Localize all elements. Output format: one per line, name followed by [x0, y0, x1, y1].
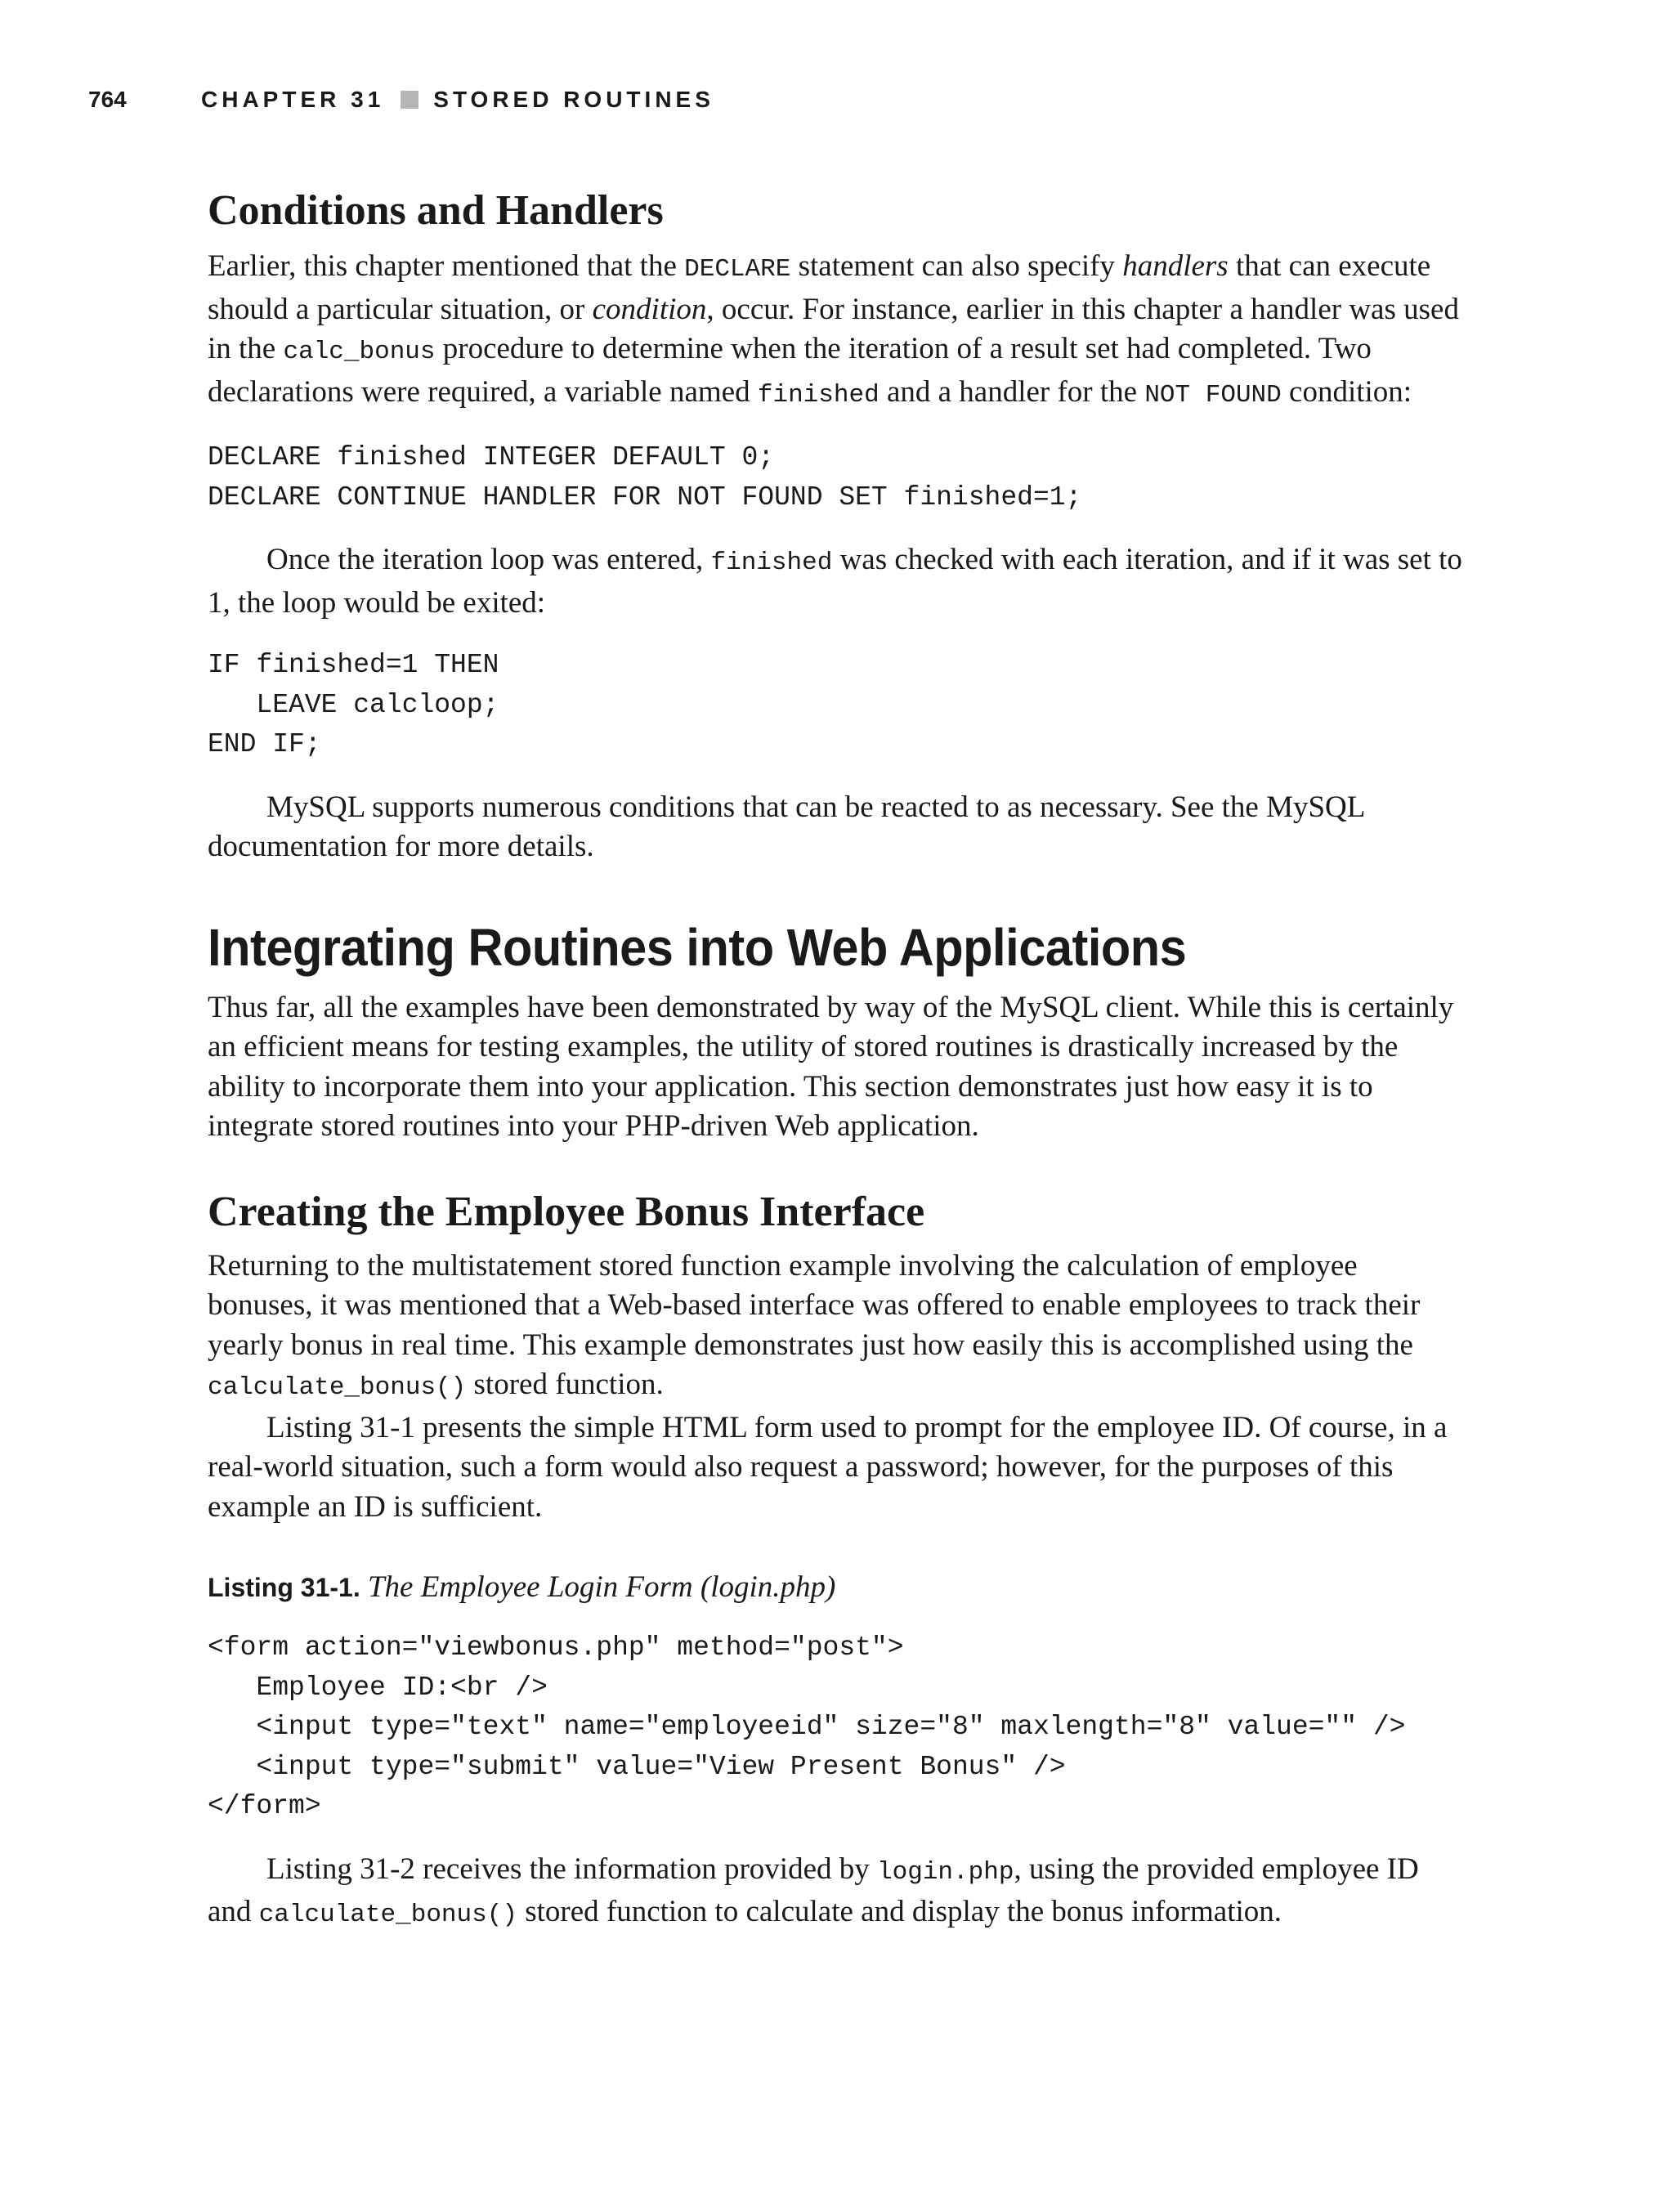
code-block-login-form: <form action="viewbonus.php" method="post"> Employee ID:<br /> <input type="text" name="employeeid" size="8" maxlength="8" value="" /> <input type="submit" value="View Present Bonus" /> </form> — [208, 1632, 1406, 1821]
inline-code: NOT FOUND — [1144, 380, 1282, 410]
text-run: , using the provided employee ID and — [208, 1852, 1419, 1928]
paragraph — [208, 540, 1466, 623]
chapter-name: STORED ROUTINES — [433, 87, 714, 112]
text-run: stored function. — [466, 1368, 664, 1401]
code-block-if: IF finished=1 THEN LEAVE calcloop; END IF; — [208, 650, 499, 759]
chapter-title — [201, 87, 714, 113]
inline-code: finished — [710, 549, 833, 577]
inline-code: DECLARE — [684, 255, 791, 284]
chapter-number: CHAPTER 31 — [201, 87, 385, 112]
listing-label: Listing 31-1. — [208, 1573, 360, 1602]
paragraph: Thus far, all the examples have been demonstrated by way of the MySQL client. While this is certainly an efficient means for testing examples, the utility of stored routines is drastically increased by the ability to incorporate them into your application. This section demonstrates just how easy it is to integrate stored routines into your PHP-driven Web application. — [208, 990, 1454, 1143]
text-run: , occur. For instance, earlier in this chapter a handler was used in the — [208, 292, 1459, 365]
text-run: Earlier, this chapter mentioned that the — [208, 249, 685, 283]
emphasis: handlers — [1122, 249, 1229, 283]
listing-title: The Employee Login Form (login.php) — [367, 1570, 836, 1604]
inline-code: calc_bonus — [283, 338, 436, 366]
inline-code: login.php — [877, 1857, 1014, 1887]
text-run: was checked with each iteration, and if it was set to 1, the loop would be exited: — [208, 543, 1462, 620]
inline-code: calculate_bonus() — [258, 1901, 517, 1929]
paragraph — [208, 1850, 1466, 1936]
emphasis: condition — [592, 292, 707, 326]
text-run: procedure to determine when the iteration of a result set had completed. Two declarations were required, a variable named — [208, 332, 1372, 409]
code-block-declare: DECLARE finished INTEGER DEFAULT 0; DECLARE CONTINUE HANDLER FOR NOT FOUND SET finished=1; — [208, 442, 1082, 513]
text-run: statement can also specify — [790, 249, 1123, 283]
paragraph — [208, 1247, 1466, 1408]
paragraph: Listing 31-1 presents the simple HTML form used to prompt for the employee ID. Of course, in a real-world situation, such a form would also request a password; however, for the purposes of this example an ID is sufficient. — [208, 1410, 1448, 1524]
chapter-section-heading: Integrating Routines into Web Applications — [208, 917, 1187, 977]
text-run: and a handler for the — [879, 374, 1145, 409]
text-run: Once the iteration loop was entered, — [266, 543, 711, 576]
separator-square-icon — [401, 91, 418, 109]
running-header — [88, 83, 714, 116]
text-run: condition: — [1281, 374, 1412, 409]
text-run: stored function to calculate and display the bonus information. — [517, 1895, 1282, 1928]
text-run: that can execute should a particular situation, or — [208, 249, 1431, 326]
page-content — [208, 186, 1466, 1936]
inline-code: finished — [757, 380, 880, 410]
paragraph: MySQL supports numerous conditions that can be reacted to as necessary. See the MySQL documentation for more details. — [208, 790, 1365, 863]
section-heading-conditions: Conditions and Handlers — [208, 187, 664, 234]
text-run: Listing 31-2 receives the information provided by — [266, 1852, 878, 1886]
section-heading-bonus-interface: Creating the Employee Bonus Interface — [208, 1188, 925, 1235]
text-run: Returning to the multistatement stored function example involving the calculation of employee bonuses, it was mentioned that a Web-based interface was offered to enable employees to track their yearly bonus in real time. This example demonstrates just how easily this is accomplished using the — [208, 1248, 1421, 1362]
listing-caption — [208, 1568, 1466, 1607]
inline-code: calculate_bonus() — [208, 1373, 467, 1402]
page-number: 764 — [88, 87, 127, 112]
paragraph — [208, 247, 1466, 415]
